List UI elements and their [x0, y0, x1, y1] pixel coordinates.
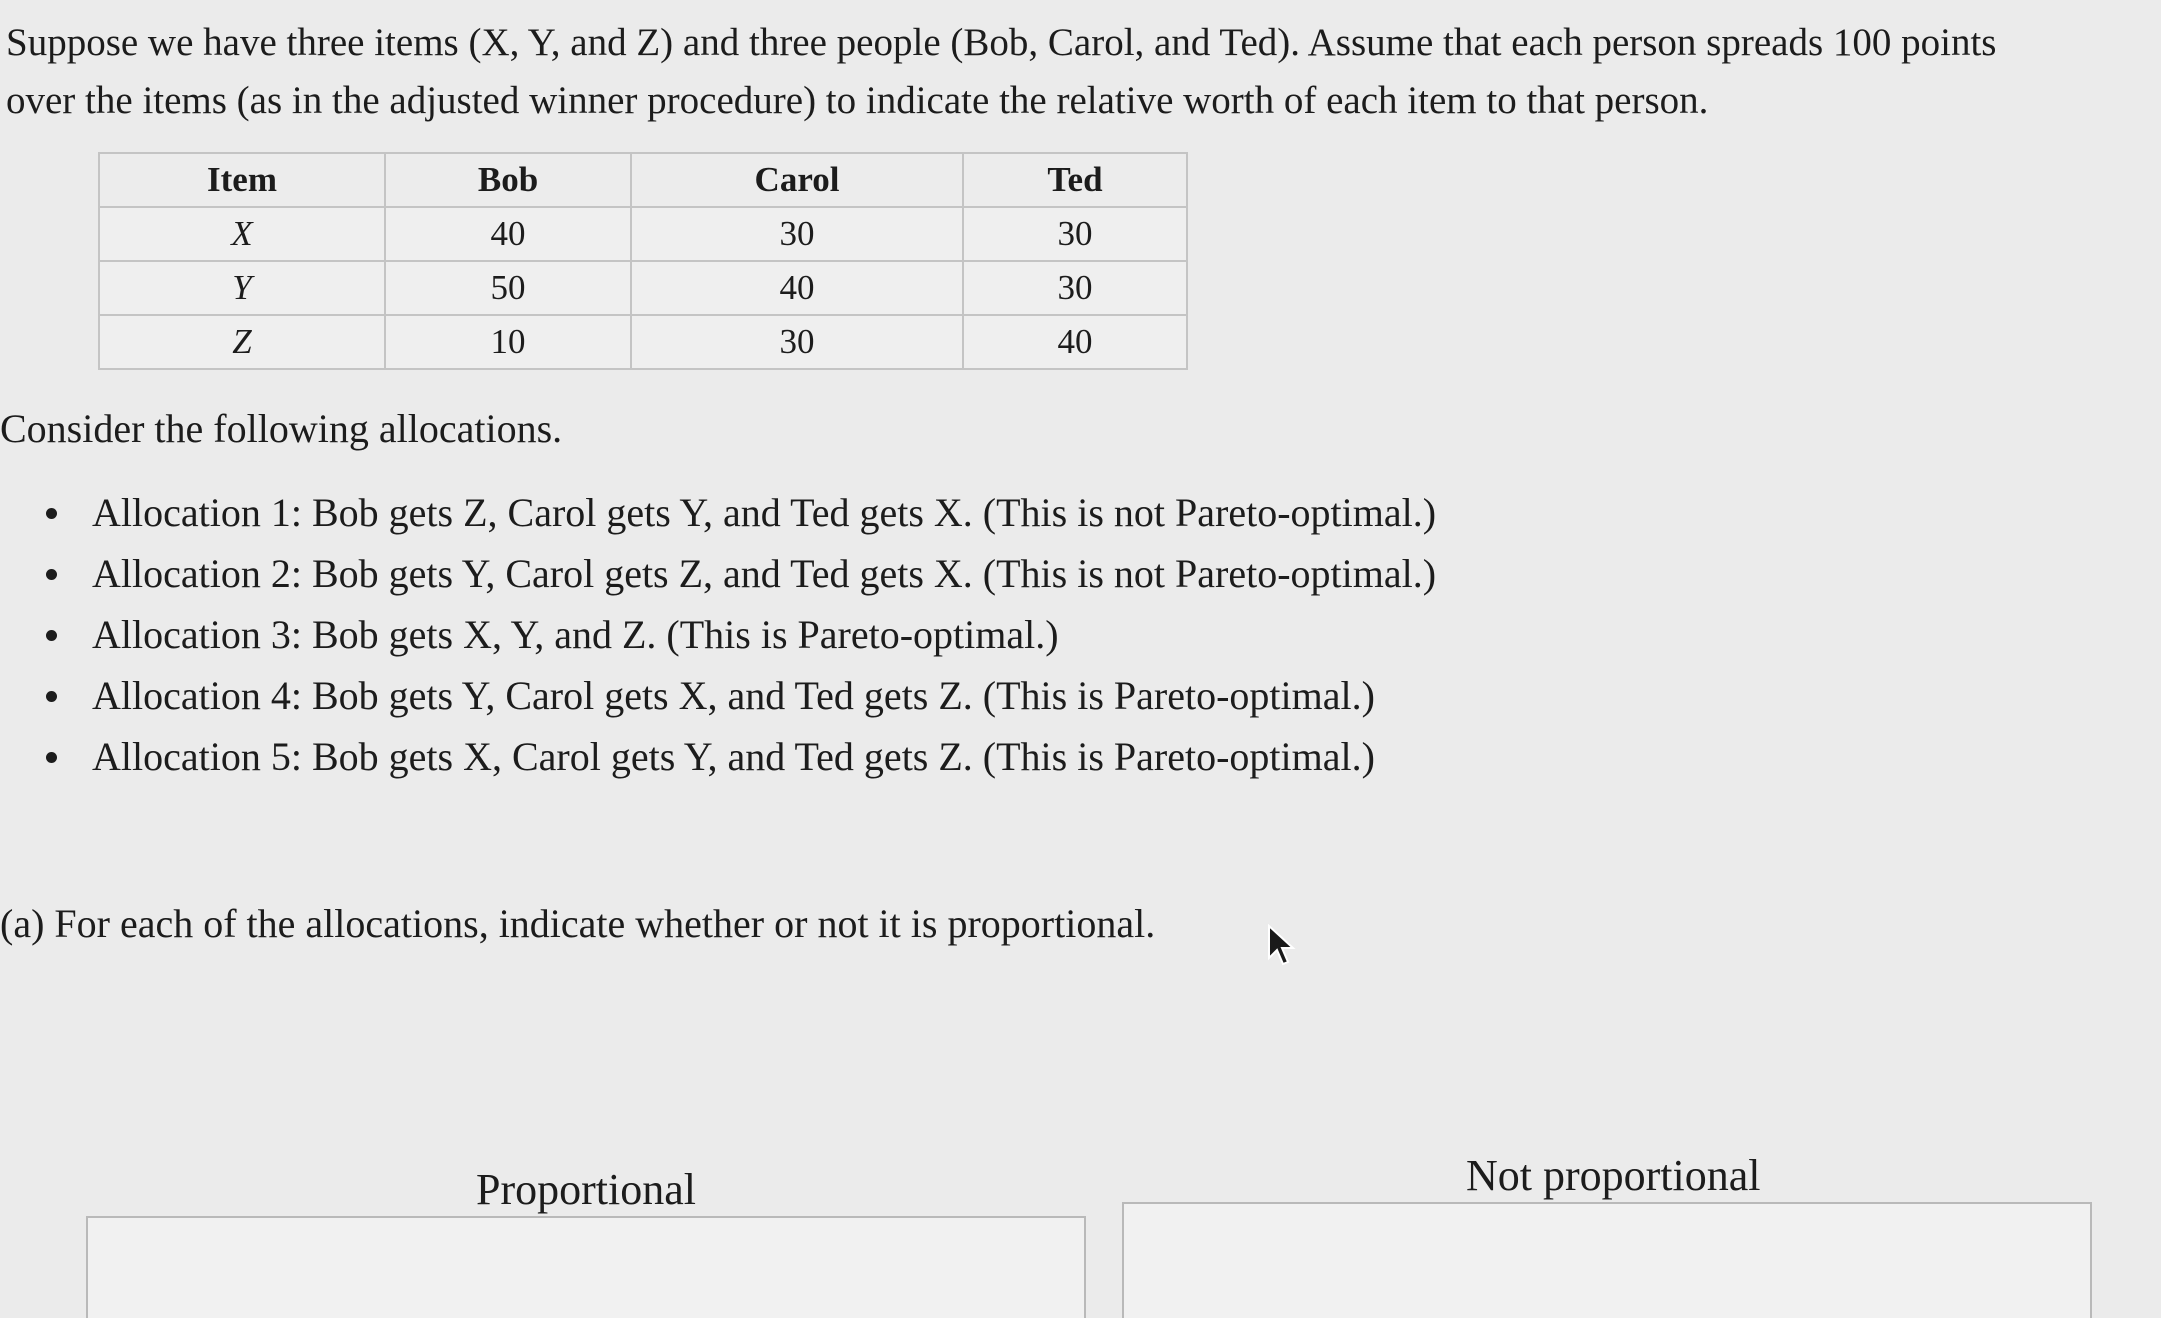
- cell-ted: 30: [963, 207, 1187, 261]
- list-item: [0, 482, 1436, 543]
- bullet-dot-icon: [46, 569, 57, 580]
- intro-line-2: over the items (as in the adjusted winner procedure) to indicate the relative worth of each item to that person.: [6, 79, 1709, 122]
- bullet-dot-icon: [46, 630, 57, 641]
- intro-line-1: Suppose we have three items (X, Y, and Z) and three people (Bob, Carol, and Ted). Assume that each person spreads 100 points: [6, 21, 1997, 64]
- cell-bob: 50: [385, 261, 631, 315]
- cell-item: Y: [99, 261, 385, 315]
- consider-heading: Consider the following allocations.: [0, 406, 563, 451]
- problem-statement: [6, 14, 2146, 130]
- header-bob: Bob: [385, 153, 631, 207]
- cell-carol: 40: [631, 261, 963, 315]
- allocation-text: Allocation 2: Bob gets Y, Carol gets Z, and Ted gets X. (This is not Pareto-optimal.): [92, 551, 1437, 596]
- list-item: [0, 543, 1436, 604]
- bullet-dot-icon: [46, 508, 57, 519]
- mouse-pointer-icon: [1266, 924, 1296, 968]
- cell-ted: 40: [963, 315, 1187, 369]
- cell-bob: 40: [385, 207, 631, 261]
- header-ted: Ted: [963, 153, 1187, 207]
- bullet-dot-icon: [46, 752, 57, 763]
- allocation-text: Allocation 5: Bob gets X, Carol gets Y, and Ted gets Z. (This is Pareto-optimal.): [92, 734, 1375, 779]
- header-carol: Carol: [631, 153, 963, 207]
- list-item: [0, 665, 1436, 726]
- cell-item: X: [99, 207, 385, 261]
- list-item: [0, 726, 1436, 787]
- table-row: [99, 261, 1187, 315]
- table-row: [99, 315, 1187, 369]
- table-header-row: [99, 153, 1187, 207]
- cell-bob: 10: [385, 315, 631, 369]
- question-a: (a) For each of the allocations, indicate whether or not it is proportional.: [0, 901, 1156, 946]
- bullet-dot-icon: [46, 691, 57, 702]
- allocation-text: Allocation 3: Bob gets X, Y, and Z. (This is Pareto-optimal.): [92, 612, 1059, 657]
- cell-ted: 30: [963, 261, 1187, 315]
- allocation-list: [0, 482, 1436, 787]
- proportional-drop-zone[interactable]: [86, 1216, 1086, 1318]
- table-row: [99, 207, 1187, 261]
- allocation-text: Allocation 1: Bob gets Z, Carol gets Y, and Ted gets X. (This is not Pareto-optimal.): [92, 490, 1437, 535]
- cell-item: Z: [99, 315, 385, 369]
- allocation-text: Allocation 4: Bob gets Y, Carol gets X, and Ted gets Z. (This is Pareto-optimal.): [92, 673, 1375, 718]
- cell-carol: 30: [631, 207, 963, 261]
- list-item: [0, 604, 1436, 665]
- points-table: [98, 152, 1188, 370]
- not-proportional-label: Not proportional: [1466, 1151, 1761, 1200]
- header-item: Item: [99, 153, 385, 207]
- proportional-label: Proportional: [476, 1165, 696, 1214]
- cell-carol: 30: [631, 315, 963, 369]
- not-proportional-drop-zone[interactable]: [1122, 1202, 2092, 1318]
